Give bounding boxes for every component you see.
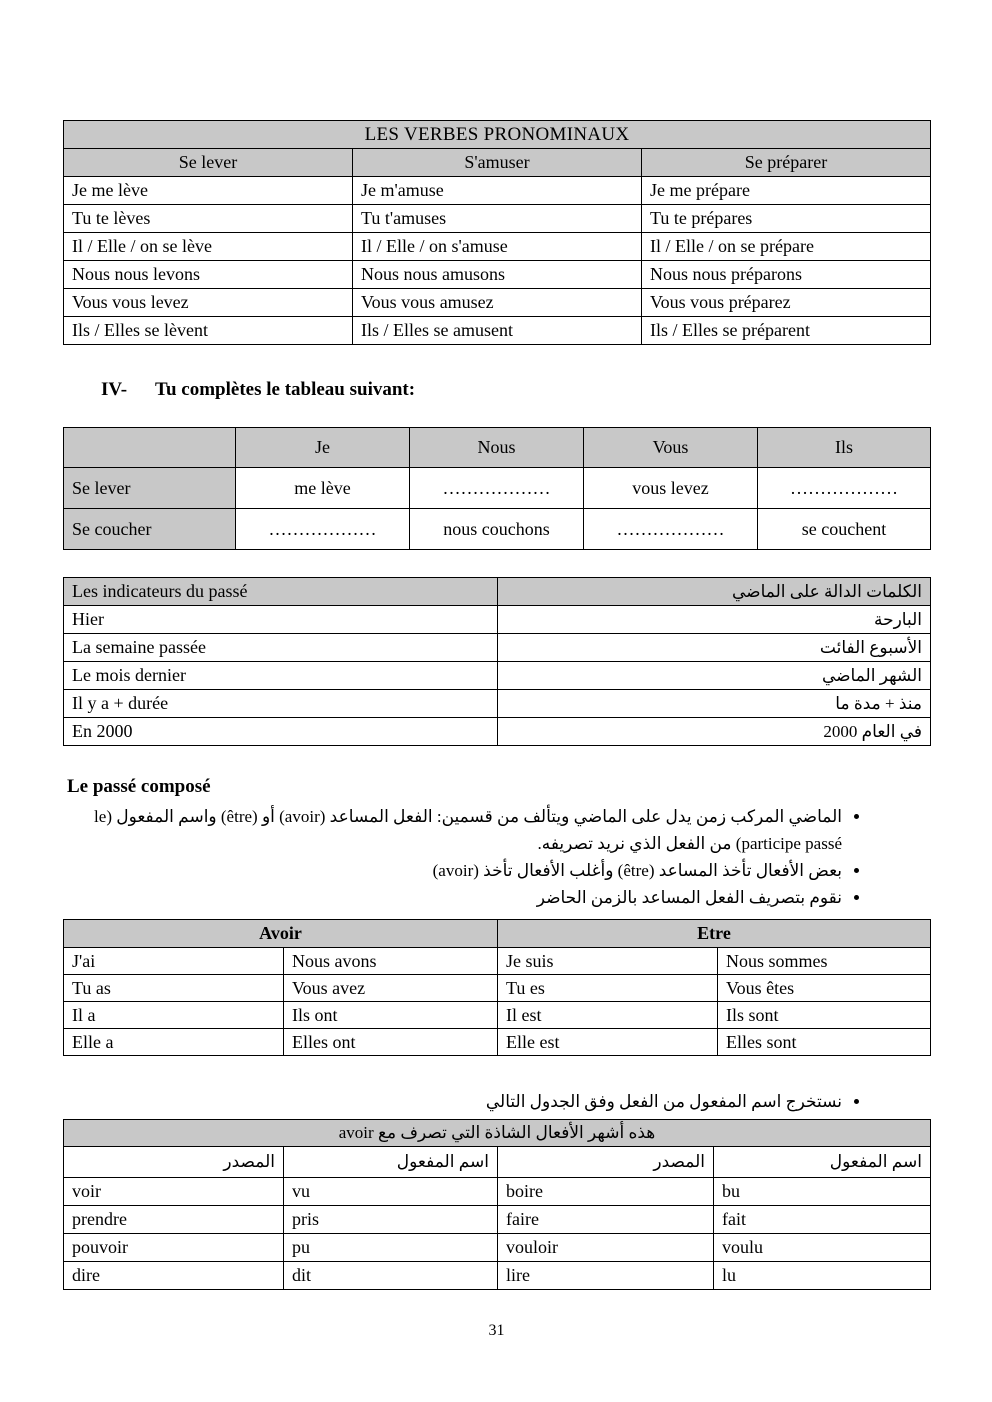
table-cell: fait [714,1206,931,1234]
table-cell: Vous vous amusez [353,289,642,317]
table-row [64,317,931,345]
table-row [64,177,931,205]
section-title: Tu complètes le tableau suivant: [155,379,416,400]
blank-cell: ……………… [584,509,758,550]
table-cell: Nous nous amusons [353,261,642,289]
table-header-row [64,428,931,468]
note-item: • الماضي المركب زمن يدل على الماضي ويتألف من قسمين: الفعل المساعد (avoir) أو (être) واسم المفعول (le participe passé) من الفعل الذي نريد تصريفه. [63,803,842,857]
table-cell: vous levez [584,468,758,509]
table-row [64,718,931,746]
table-header-row [64,149,931,177]
table-cell-ar: منذ + مدة ما [498,690,931,718]
table-cell: Il est [498,1002,718,1029]
table-cell: Nous sommes [718,948,931,975]
column-header: Se préparer [642,149,931,177]
column-header: S'amuser [353,149,642,177]
section-heading [101,379,930,401]
column-header: اسم المفعول [284,1147,498,1178]
table-cell: Il / Elle / on se lève [64,233,353,261]
table-cell: vouloir [498,1234,714,1262]
header-ar: الكلمات الدالة على الماضي [498,578,931,606]
table-row [64,1029,931,1056]
table-cell-fr: Il y a + durée [64,690,498,718]
table-cell: Je me lève [64,177,353,205]
table-cell: Ils sont [718,1002,931,1029]
table-cell: pris [284,1206,498,1234]
table-cell: Elle est [498,1029,718,1056]
column-header: Ils [758,428,931,468]
table-row [64,509,931,550]
table-title: LES VERBES PRONOMINAUX [64,121,931,149]
row-header: Se coucher [64,509,236,550]
table-cell: vu [284,1178,498,1206]
section-numeral: IV- [101,379,128,400]
blank-cell: ……………… [410,468,584,509]
column-header: Vous [584,428,758,468]
table-cell: Elle a [64,1029,284,1056]
table-cell-ar: في العام 2000 [498,718,931,746]
table-title-row [64,121,931,149]
table-cell-fr: Hier [64,606,498,634]
table-row [64,289,931,317]
table-cell: Ils / Elles se amusent [353,317,642,345]
column-header: Je [236,428,410,468]
column-header-etre: Etre [498,920,931,948]
table-cell: Vous vous levez [64,289,353,317]
pronominal-verbs-table [63,120,931,345]
passe-compose-notes [63,803,930,911]
table-cell: Tu te lèves [64,205,353,233]
table-cell: Tu es [498,975,718,1002]
table-header-row [64,920,931,948]
table-cell: Ils / Elles se préparent [642,317,931,345]
table-cell: pouvoir [64,1234,284,1262]
column-header: اسم المفعول [714,1147,931,1178]
table-title: هذه أشهر الأفعال الشاذة التي تصرف مع avoir [64,1120,931,1147]
table-cell-fr: Le mois dernier [64,662,498,690]
table-cell: lu [714,1262,931,1290]
table-cell: Nous nous préparons [642,261,931,289]
table-row [64,233,931,261]
table-header-row [64,1147,931,1178]
table-row [64,690,931,718]
table-row [64,205,931,233]
past-participles-table [63,1119,931,1290]
table-cell: Je suis [498,948,718,975]
table-row [64,261,931,289]
table-cell: Vous vous préparez [642,289,931,317]
table-cell: Il a [64,1002,284,1029]
column-header-avoir: Avoir [64,920,498,948]
table-cell: prendre [64,1206,284,1234]
table-cell: J'ai [64,948,284,975]
column-header: المصدر [64,1147,284,1178]
table-cell-ar: الأسبوع الفائت [498,634,931,662]
table-cell: dire [64,1262,284,1290]
page-number: 31 [488,1322,505,1339]
table-cell: me lève [236,468,410,509]
table-row [64,1178,931,1206]
note-item: • بعض الأفعال تأخذ المساعد (être) وأغلب الأفعال تأخذ (avoir) [63,857,842,884]
table-cell: nous couchons [410,509,584,550]
table-cell: voulu [714,1234,931,1262]
conjugation-completion-table [63,427,931,550]
table-cell: Tu t'amuses [353,205,642,233]
auxiliaries-table [63,919,931,1056]
table-row [64,1206,931,1234]
note-item: • نستخرج اسم المفعول من الفعل وفق الجدول التالي [63,1088,842,1115]
table-cell: Tu te prépares [642,205,931,233]
table-cell-fr: La semaine passée [64,634,498,662]
table-cell: boire [498,1178,714,1206]
table-cell: Je me prépare [642,177,931,205]
table-cell: se couchent [758,509,931,550]
passe-compose-heading: Le passé composé [67,776,211,797]
column-header: Se lever [64,149,353,177]
table-cell: dit [284,1262,498,1290]
table-row [64,948,931,975]
header-fr: Les indicateurs du passé [64,578,498,606]
table-cell: Il / Elle / on se prépare [642,233,931,261]
table-cell: Elles ont [284,1029,498,1056]
table-cell: Ils ont [284,1002,498,1029]
table-cell: pu [284,1234,498,1262]
column-header: المصدر [498,1147,714,1178]
table-cell: Elles sont [718,1029,931,1056]
table-cell-ar: البارحة [498,606,931,634]
table-cell: Tu as [64,975,284,1002]
corner-cell [64,428,236,468]
table-cell: lire [498,1262,714,1290]
blank-cell: ……………… [236,509,410,550]
table-cell: Nous avons [284,948,498,975]
table-cell: Vous êtes [718,975,931,1002]
table-cell: voir [64,1178,284,1206]
table-row [64,1234,931,1262]
table-row [64,1002,931,1029]
table-row [64,634,931,662]
table-cell: Ils / Elles se lèvent [64,317,353,345]
table-cell: Vous avez [284,975,498,1002]
table-row [64,468,931,509]
row-header: Se lever [64,468,236,509]
blank-cell: ……………… [758,468,931,509]
table-header-row [64,578,931,606]
table-cell: bu [714,1178,931,1206]
past-indicators-table [63,577,931,746]
table-cell-fr: En 2000 [64,718,498,746]
table-row [64,975,931,1002]
table-cell-ar: الشهر الماضي [498,662,931,690]
note-item: • نقوم بتصريف الفعل المساعد بالزمن الحاضر [63,884,842,911]
table-row [64,662,931,690]
table-row [64,606,931,634]
table-title-row [64,1120,931,1147]
table-cell: Il / Elle / on s'amuse [353,233,642,261]
table-row [64,1262,931,1290]
table-cell: faire [498,1206,714,1234]
table-cell: Je m'amuse [353,177,642,205]
participle-note [63,1088,930,1115]
column-header: Nous [410,428,584,468]
table-cell: Nous nous levons [64,261,353,289]
